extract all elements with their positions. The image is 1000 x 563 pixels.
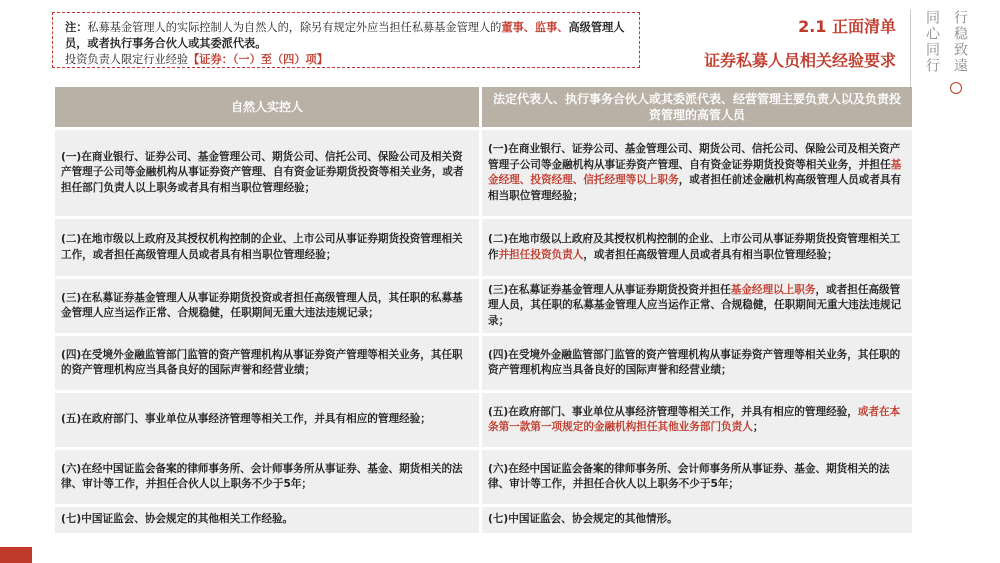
table-row	[55, 279, 912, 333]
cell-left: (五)在政府部门、事业单位从事经济管理等相关工作，并具有相应的管理经验；	[55, 393, 479, 447]
cell-right: (三)在私募证券基金管理人从事证券期货投资并担任基金经理以上职务，或者担任高级管理人员，其任职的私募基金管理人应当运作正常、合规稳健，任职期间无重大违法违规记录；	[482, 279, 912, 333]
col-header-executives: 法定代表人、执行事务合伙人或其委派代表、经营管理主要负责人以及负责投资管理的高管人员	[482, 87, 912, 127]
cell-left: (三)在私募证券基金管理人从事证券期货投资或者担任高级管理人员，其任职的私募基金管理人应当运作正常、合规稳健，任职期间无重大违法违规记录；	[55, 279, 479, 333]
note-text-1: 私募基金管理人的实际控制人为自然人的，除另有规定外应当担任私募基金管理人的	[87, 21, 502, 34]
cell-right: (七)中国证监会、协会规定的其他情形。	[482, 507, 912, 533]
cell-right: (六)在经中国证监会备案的律师事务所、会计师事务所从事证券、基金、期货相关的法律、审计等工作，并担任合伙人以上职务不少于5年；	[482, 450, 912, 504]
cell-left: (六)在经中国证监会备案的律师事务所、会计师事务所从事证券、基金、期货相关的法律、审计等工作，并担任合伙人以上职务不少于5年；	[55, 450, 479, 504]
note-box	[52, 12, 640, 68]
cell-left: (二)在地市级以上政府及其授权机构控制的企业、上市公司从事证券期货投资管理相关工作，或者担任高级管理人员或者具有相当职位管理经验；	[55, 219, 479, 276]
col-header-natural-person: 自然人实控人	[55, 87, 479, 127]
page-title: 2.1 正面清单	[798, 17, 896, 36]
cell-right: (一)在商业银行、证券公司、基金管理公司、期货公司、信托公司、保险公司及相关资产管理子公司等金融机构从事证券资产管理、自有资金证券期货投资等相关业务，并担任基金经理、投资经理、信托经理等以上职务，或者担任前述金融机构高级管理人员或者具有相当职位管理经验；	[482, 130, 912, 216]
vertical-slogan-right: 行稳致遠	[952, 10, 968, 74]
seal-icon	[950, 82, 962, 94]
table-row	[55, 507, 912, 533]
table-header-row	[55, 87, 912, 127]
vertical-slogan-left: 同心同行	[924, 10, 940, 74]
page-subtitle: 证券私募人员相关经验要求	[703, 51, 896, 70]
cell-left: (七)中国证监会、协会规定的其他相关工作经验。	[55, 507, 479, 533]
header-divider	[910, 10, 911, 95]
corner-accent-bar	[0, 547, 32, 563]
cell-right: (五)在政府部门、事业单位从事经济管理等相关工作，并具有相应的管理经验，或者在本条第一款第一项规定的金融机构担任其他业务部门负责人；	[482, 393, 912, 447]
note-bold-1: 高级管理人员，或者执行事务合伙人或其委派代表。	[65, 21, 625, 50]
table-row	[55, 336, 912, 390]
note-red-1: 董事、监事、	[501, 21, 569, 34]
note-prefix: 注：	[65, 21, 88, 34]
table-row	[55, 450, 912, 504]
note-line-2: 投资负责人限定行业经验	[65, 53, 189, 66]
table-row	[55, 219, 912, 276]
cell-right: (二)在地市级以上政府及其授权机构控制的企业、上市公司从事证券期货投资管理相关工作并担任投资负责人，或者担任高级管理人员或者具有相当职位管理经验；	[482, 219, 912, 276]
table-row	[55, 393, 912, 447]
requirements-table	[52, 84, 915, 536]
cell-right: (四)在受境外金融监管部门监管的资产管理机构从事证券资产管理等相关业务，其任职的资产管理机构应当具备良好的国际声誉和经营业绩；	[482, 336, 912, 390]
table-row	[55, 130, 912, 216]
note-red-2: 【证券：（一）至（四）项】	[188, 53, 328, 66]
cell-left: (四)在受境外金融监管部门监管的资产管理机构从事证券资产管理等相关业务，其任职的资产管理机构应当具备良好的国际声誉和经营业绩；	[55, 336, 479, 390]
cell-left: (一)在商业银行、证券公司、基金管理公司、期货公司、信托公司、保险公司及相关资产管理子公司等金融机构从事证券资产管理、自有资金证券期货投资等相关业务，或者担任部门负责人以上职务或者具有相当职位管理经验；	[55, 130, 479, 216]
